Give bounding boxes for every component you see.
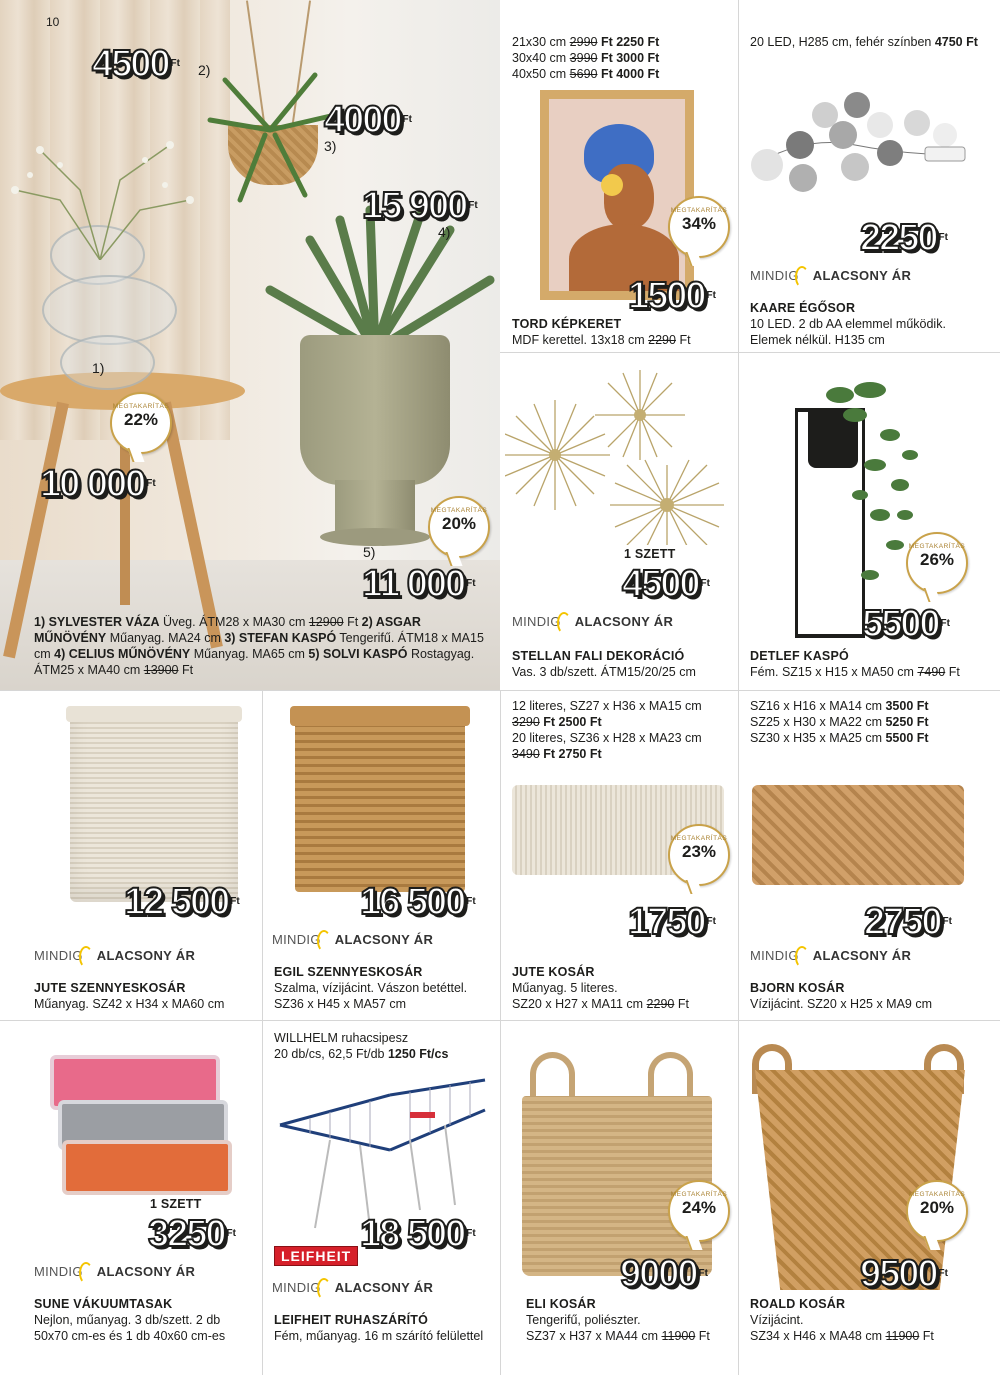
detlef-title: DETLEF KASPÓ: [750, 649, 849, 663]
jute-basket-price: 1750 $^{Ft}$: [628, 901, 716, 943]
flower-branches: [0, 130, 200, 260]
egil-desc: Szalma, vízijácint. Vászon betéttel. SZ36 x H45 x MA57 cm: [274, 981, 468, 1011]
divider: [738, 0, 739, 352]
kaare-mindig-label: MINDIG ALACSONY ÁR: [750, 266, 911, 288]
price-solvi: 11 000 $^{Ft}$: [362, 563, 476, 605]
price-sylvester: 10 000 $^{Ft}$: [40, 463, 156, 505]
eli-price: 9000 $^{Ft}$: [620, 1253, 708, 1295]
tord-price: 1500 $^{Ft}$: [628, 275, 716, 317]
price-asgar: 4500 $^{Ft}$: [92, 43, 180, 85]
jute-basket-desc: Műanyag. 5 literes. SZ20 x H27 x MA11 cm 2290 Ft: [512, 981, 689, 1011]
tag-4: 4): [438, 224, 451, 240]
tord-frame: [540, 90, 694, 300]
badge-23: MEGTAKARÍTÁS 23%: [668, 824, 730, 886]
tord-sizes: 21x30 cm 2990 Ft 2250 Ft 30x40 cm 3990 Ft 3000 Ft 40x50 cm 5690 Ft 4000 Ft: [512, 35, 660, 81]
jute-basket-title: JUTE KOSÁR: [512, 965, 595, 979]
stellan-price: 4500 $^{Ft}$: [622, 563, 710, 605]
egil-price: 16 500 $^{Ft}$: [360, 881, 476, 923]
hanging-plant: [195, 60, 345, 210]
kaare-desc: 10 LED. 2 db AA elemmel működik. Elemek nélkül. H135 cm: [750, 317, 946, 347]
concrete-pot: [300, 335, 450, 485]
roald-title: ROALD KOSÁR: [750, 1297, 846, 1311]
bjorn-sizes: SZ16 x H16 x MA14 cm 3500 Ft SZ25 x H30 x MA22 cm 5250 Ft SZ30 x H35 x MA25 cm 5500 Ft: [750, 699, 929, 745]
divider: [262, 690, 263, 1375]
jute-basket-sizes: 12 literes, SZ27 x H36 x MA15 cm 3290 Ft 2500 Ft 20 literes, SZ36 x H28 x MA23 cm 3490 Ft 2750 Ft: [512, 699, 702, 761]
sune-price: 3250 $^{Ft}$: [148, 1213, 236, 1255]
leifheit-mindig: MINDIG ALACSONY ÁR: [272, 1278, 433, 1300]
egil-mindig: MINDIG ALACSONY ÁR: [272, 930, 433, 952]
egil-title: EGIL SZENNYESKOSÁR: [274, 965, 423, 979]
stellan-desc: Vas. 3 db/szett. ÁTM15/20/25 cm: [512, 665, 696, 679]
tag-3: 3): [324, 138, 337, 154]
price-celius: 15 900 $^{Ft}$: [362, 185, 478, 227]
stellan-szett: 1 SZETT: [624, 547, 676, 561]
divider: [738, 352, 739, 690]
divider: [500, 690, 501, 1375]
badge-34: MEGTAKARÍTÁS 34%: [668, 196, 730, 258]
jute-laundry-title: JUTE SZENNYESKOSÁR: [34, 981, 186, 995]
tord-title: TORD KÉPKERET: [512, 317, 622, 331]
bjorn-desc: Vízijácint. SZ20 x H25 x MA9 cm: [750, 997, 933, 1011]
eli-title: ELI KOSÁR: [526, 1297, 596, 1311]
hero-description: 1) SYLVESTER VÁZA Üveg. ÁTM28 x MA30 cm 12900 Ft 2) ASGAR MŰNÖVÉNY Műanyag. MA24 cm 3) STEFAN KASPÓ Tengerifű. ÁTM18 x MA15 cm 4) CELIUS MŰNÖVÉNY Műanyag. MA65 cm 5) SOLVI KASPÓ Rostagyag. ÁTM25 x MA40 cm 13900 Ft: [34, 615, 484, 677]
concrete-pot-base: [335, 480, 415, 535]
jute-laundry-basket: [70, 712, 238, 902]
bjorn-title: BJORN KOSÁR: [750, 981, 845, 995]
divider: [500, 352, 1000, 353]
stellan-decor: [505, 365, 735, 545]
page-number: 10: [46, 15, 60, 29]
badge-26: MEGTAKARÍTÁS 26%: [906, 532, 968, 594]
divider: [738, 690, 739, 1375]
detlef-desc: Fém. SZ15 x H15 x MA50 cm 7490 Ft: [750, 665, 960, 679]
kaare-title: KAARE ÉGŐSOR: [750, 301, 856, 315]
sune-desc: Nejlon, műanyag. 3 db/szett. 2 db 50x70 cm-es és 1 db 40x60 cm-es: [34, 1313, 226, 1343]
leifheit-dryer: [270, 1070, 495, 1230]
jute-laundry-mindig: MINDIG ALACSONY ÁR: [34, 946, 195, 968]
leifheit-logo: LEIFHEIT: [274, 1246, 358, 1266]
egil-basket: [295, 712, 465, 892]
jute-laundry-lid: [66, 706, 242, 722]
tord-desc: MDF kerettel. 13x18 cm 2290 Ft: [512, 333, 691, 347]
bjorn-basket: [752, 785, 964, 885]
badge-20-roald: MEGTAKARÍTÁS 20%: [906, 1180, 968, 1242]
kaare-top: 20 LED, H285 cm, fehér színben 4750 Ft: [750, 35, 978, 49]
egil-lid: [290, 706, 470, 726]
sune-szett: 1 SZETT: [150, 1197, 202, 1211]
divider: [0, 1020, 1000, 1021]
badge-24: MEGTAKARÍTÁS 24%: [668, 1180, 730, 1242]
sune-bag-orange: [62, 1140, 232, 1195]
sune-title: SUNE VÁKUUMTASAK: [34, 1297, 173, 1311]
eli-desc: Tengerifű, poliészter. SZ37 x H37 x MA44 cm 11900 Ft: [526, 1313, 710, 1343]
leifheit-desc: Fém, műanyag. 16 m szárító felülettel: [274, 1329, 484, 1343]
tag-5: 5): [363, 544, 376, 560]
stellan-mindig-label: MINDIG ALACSONY ÁR: [512, 612, 673, 634]
roald-price: 9500 $^{Ft}$: [860, 1253, 948, 1295]
bjorn-mindig: MINDIG ALACSONY ÁR: [750, 946, 911, 968]
jute-laundry-desc: Műanyag. SZ42 x H34 x MA60 cm: [34, 997, 225, 1011]
tag-2: 2): [198, 62, 211, 78]
badge-20-hero: MEGTAKARÍTÁS 20%: [428, 496, 490, 558]
tag-1: 1): [92, 360, 105, 376]
bjorn-price: 2750 $^{Ft}$: [864, 901, 952, 943]
stellan-title: STELLAN FALI DEKORÁCIÓ: [512, 649, 685, 663]
badge-22: MEGTAKARÍTÁS 22%: [110, 392, 172, 454]
leifheit-title: LEIFHEIT RUHASZÁRÍTÓ: [274, 1313, 428, 1327]
portrait-flower: [601, 174, 623, 196]
leifheit-top: WILLHELM ruhacsipesz 20 db/cs, 62,5 Ft/db 1250 Ft/cs: [274, 1031, 449, 1061]
leifheit-price: 18 500 $^{Ft}$: [360, 1213, 476, 1255]
glass-vase: [60, 335, 155, 390]
sune-mindig: MINDIG ALACSONY ÁR: [34, 1262, 195, 1284]
price-stefan: 4000 $^{Ft}$: [324, 99, 412, 141]
detlef-price: 5500 $^{Ft}$: [862, 603, 950, 645]
led-string: [745, 85, 975, 195]
roald-desc: Vízijácint. SZ34 x H46 x MA48 cm 11900 Ft: [750, 1313, 934, 1343]
jute-laundry-price: 12 500 $^{Ft}$: [124, 881, 240, 923]
kaare-price: 2250 $^{Ft}$: [860, 217, 948, 259]
